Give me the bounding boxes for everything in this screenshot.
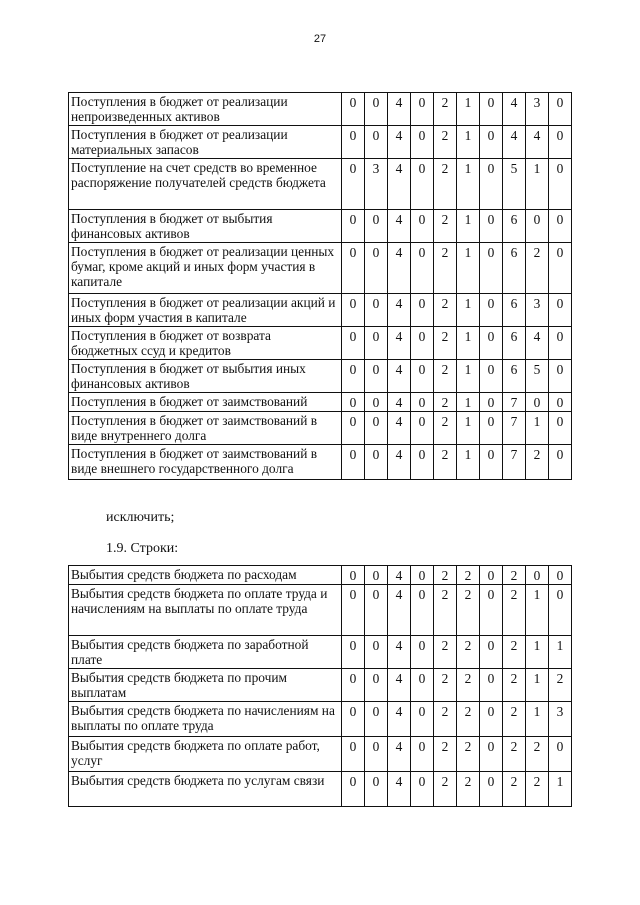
code-digit: 4 (388, 210, 411, 243)
row-label: Выбытия средств бюджета по расходам (69, 566, 342, 585)
code-digit: 1 (549, 772, 572, 807)
code-digit: 0 (342, 737, 365, 772)
code-digit: 2 (434, 294, 457, 327)
paragraph-exclude: исключить; (106, 510, 175, 525)
code-digit: 2 (503, 702, 526, 737)
code-digit: 0 (549, 93, 572, 126)
code-digit: 1 (526, 669, 549, 702)
row-label: Выбытия средств бюджета по начислениям на выплаты по оплате труда (69, 702, 342, 737)
code-digit: 2 (434, 566, 457, 585)
code-digit: 0 (411, 702, 434, 737)
code-digit: 4 (388, 585, 411, 636)
code-digit: 0 (480, 243, 503, 294)
table-row (69, 669, 572, 702)
code-digit: 0 (411, 360, 434, 393)
code-digit: 2 (434, 702, 457, 737)
code-digit: 4 (388, 669, 411, 702)
code-digit: 0 (480, 210, 503, 243)
code-digit: 2 (434, 243, 457, 294)
code-digit: 0 (549, 210, 572, 243)
row-label: Выбытия средств бюджета по услугам связи (69, 772, 342, 807)
code-digit: 0 (411, 93, 434, 126)
row-label: Поступления в бюджет от выбытия финансовых активов (69, 210, 342, 243)
code-digit: 0 (526, 393, 549, 412)
row-label: Поступления в бюджет от возврата бюджетных ссуд и кредитов (69, 327, 342, 360)
code-digit: 0 (365, 243, 388, 294)
table-row (69, 360, 572, 393)
code-digit: 2 (526, 737, 549, 772)
code-digit: 0 (365, 566, 388, 585)
code-digit: 2 (434, 327, 457, 360)
code-digit: 0 (411, 585, 434, 636)
code-digit: 0 (342, 702, 365, 737)
code-digit: 3 (526, 294, 549, 327)
code-digit: 0 (411, 126, 434, 159)
code-digit: 1 (457, 93, 480, 126)
code-digit: 2 (457, 585, 480, 636)
table-row (69, 585, 572, 636)
code-digit: 0 (342, 243, 365, 294)
code-digit: 7 (503, 445, 526, 480)
code-digit: 1 (457, 210, 480, 243)
row-label: Выбытия средств бюджета по прочим выплатам (69, 669, 342, 702)
code-digit: 4 (388, 412, 411, 445)
code-digit: 2 (434, 93, 457, 126)
code-digit: 0 (342, 412, 365, 445)
code-digit: 1 (526, 159, 549, 210)
code-digit: 2 (434, 669, 457, 702)
code-digit: 0 (365, 702, 388, 737)
code-digit: 0 (411, 772, 434, 807)
code-digit: 4 (388, 327, 411, 360)
budget-codes-table-disposals (68, 565, 572, 807)
code-digit: 0 (365, 412, 388, 445)
code-digit: 2 (457, 669, 480, 702)
code-digit: 0 (365, 294, 388, 327)
table-row (69, 737, 572, 772)
code-digit: 0 (480, 585, 503, 636)
code-digit: 0 (411, 412, 434, 445)
code-digit: 4 (388, 126, 411, 159)
code-digit: 2 (526, 772, 549, 807)
table-row (69, 243, 572, 294)
code-digit: 1 (549, 636, 572, 669)
code-digit: 0 (365, 636, 388, 669)
row-label: Поступления в бюджет от заимствований в виде внутреннего долга (69, 412, 342, 445)
code-digit: 1 (526, 636, 549, 669)
code-digit: 2 (526, 445, 549, 480)
code-digit: 0 (549, 294, 572, 327)
table-row (69, 126, 572, 159)
code-digit: 0 (365, 737, 388, 772)
code-digit: 0 (549, 412, 572, 445)
code-digit: 2 (503, 636, 526, 669)
code-digit: 1 (457, 294, 480, 327)
code-digit: 5 (526, 360, 549, 393)
code-digit: 0 (365, 126, 388, 159)
code-digit: 6 (503, 327, 526, 360)
row-label: Поступления в бюджет от реализации ценных бумаг, кроме акций и иных форм участия в капитале (69, 243, 342, 294)
code-digit: 4 (388, 636, 411, 669)
code-digit: 3 (549, 702, 572, 737)
row-label: Поступления в бюджет от реализации акций и иных форм участия в капитале (69, 294, 342, 327)
code-digit: 4 (526, 327, 549, 360)
code-digit: 2 (434, 412, 457, 445)
code-digit: 4 (388, 294, 411, 327)
code-digit: 1 (457, 126, 480, 159)
code-digit: 0 (365, 669, 388, 702)
code-digit: 1 (457, 360, 480, 393)
code-digit: 4 (388, 159, 411, 210)
code-digit: 0 (411, 210, 434, 243)
code-digit: 4 (388, 566, 411, 585)
code-digit: 0 (549, 393, 572, 412)
code-digit: 6 (503, 243, 526, 294)
code-digit: 4 (388, 393, 411, 412)
code-digit: 0 (411, 159, 434, 210)
code-digit: 4 (503, 93, 526, 126)
code-digit: 0 (342, 772, 365, 807)
row-label: Выбытия средств бюджета по заработной плате (69, 636, 342, 669)
table-row (69, 445, 572, 480)
code-digit: 1 (457, 327, 480, 360)
code-digit: 1 (526, 585, 549, 636)
paragraph-lines-heading: 1.9. Строки: (106, 541, 179, 556)
budget-codes-table-receipts (68, 92, 572, 480)
row-label: Поступления в бюджет от реализации непроизведенных активов (69, 93, 342, 126)
code-digit: 2 (434, 393, 457, 412)
code-digit: 0 (480, 772, 503, 807)
code-digit: 0 (365, 210, 388, 243)
code-digit: 0 (480, 445, 503, 480)
row-label: Выбытия средств бюджета по оплате труда и начислениям на выплаты по оплате труда (69, 585, 342, 636)
code-digit: 0 (480, 93, 503, 126)
row-label: Поступление на счет средств во временное распоряжение получателей средств бюджета (69, 159, 342, 210)
table-row (69, 702, 572, 737)
code-digit: 1 (457, 243, 480, 294)
code-digit: 0 (342, 636, 365, 669)
code-digit: 5 (503, 159, 526, 210)
row-label: Поступления в бюджет от выбытия иных финансовых активов (69, 360, 342, 393)
code-digit: 2 (526, 243, 549, 294)
code-digit: 0 (342, 566, 365, 585)
table-row (69, 393, 572, 412)
code-digit: 2 (503, 585, 526, 636)
code-digit: 1 (457, 159, 480, 210)
code-digit: 2 (434, 445, 457, 480)
code-digit: 0 (480, 412, 503, 445)
table-row (69, 327, 572, 360)
code-digit: 0 (342, 327, 365, 360)
code-digit: 2 (503, 669, 526, 702)
code-digit: 0 (411, 243, 434, 294)
code-digit: 0 (411, 636, 434, 669)
row-label: Поступления в бюджет от заимствований (69, 393, 342, 412)
code-digit: 0 (411, 294, 434, 327)
code-digit: 0 (549, 126, 572, 159)
code-digit: 2 (503, 566, 526, 585)
code-digit: 3 (526, 93, 549, 126)
table-row (69, 294, 572, 327)
code-digit: 1 (457, 412, 480, 445)
row-label: Поступления в бюджет от реализации материальных запасов (69, 126, 342, 159)
code-digit: 0 (342, 126, 365, 159)
code-digit: 2 (434, 360, 457, 393)
code-digit: 0 (342, 159, 365, 210)
code-digit: 2 (503, 737, 526, 772)
code-digit: 0 (365, 772, 388, 807)
code-digit: 2 (457, 702, 480, 737)
code-digit: 0 (411, 669, 434, 702)
code-digit: 0 (365, 585, 388, 636)
code-digit: 0 (549, 445, 572, 480)
code-digit: 0 (342, 445, 365, 480)
table-row (69, 566, 572, 585)
code-digit: 0 (480, 159, 503, 210)
code-digit: 0 (342, 294, 365, 327)
code-digit: 2 (549, 669, 572, 702)
code-digit: 0 (480, 737, 503, 772)
code-digit: 0 (480, 702, 503, 737)
code-digit: 2 (434, 210, 457, 243)
code-digit: 6 (503, 360, 526, 393)
code-digit: 0 (365, 445, 388, 480)
code-digit: 1 (457, 393, 480, 412)
code-digit: 2 (457, 737, 480, 772)
code-digit: 4 (526, 126, 549, 159)
code-digit: 1 (526, 702, 549, 737)
code-digit: 0 (549, 360, 572, 393)
page-number: 27 (313, 33, 327, 45)
code-digit: 4 (388, 702, 411, 737)
code-digit: 7 (503, 412, 526, 445)
code-digit: 1 (526, 412, 549, 445)
code-digit: 0 (549, 327, 572, 360)
code-digit: 0 (480, 566, 503, 585)
code-digit: 0 (526, 210, 549, 243)
code-digit: 2 (457, 566, 480, 585)
code-digit: 0 (549, 159, 572, 210)
code-digit: 4 (388, 243, 411, 294)
code-digit: 4 (388, 737, 411, 772)
code-digit: 0 (411, 393, 434, 412)
code-digit: 0 (342, 393, 365, 412)
code-digit: 0 (411, 737, 434, 772)
table-row (69, 636, 572, 669)
code-digit: 7 (503, 393, 526, 412)
code-digit: 6 (503, 210, 526, 243)
code-digit: 0 (549, 585, 572, 636)
code-digit: 4 (388, 360, 411, 393)
code-digit: 0 (549, 566, 572, 585)
table-row (69, 93, 572, 126)
code-digit: 0 (480, 327, 503, 360)
code-digit: 2 (434, 159, 457, 210)
table-row (69, 159, 572, 210)
code-digit: 6 (503, 294, 526, 327)
code-digit: 0 (480, 669, 503, 702)
code-digit: 2 (457, 636, 480, 669)
code-digit: 2 (434, 585, 457, 636)
code-digit: 0 (480, 294, 503, 327)
code-digit: 0 (411, 327, 434, 360)
code-digit: 4 (388, 445, 411, 480)
code-digit: 2 (457, 772, 480, 807)
code-digit: 0 (480, 393, 503, 412)
code-digit: 4 (388, 772, 411, 807)
code-digit: 0 (480, 126, 503, 159)
code-digit: 2 (434, 772, 457, 807)
code-digit: 0 (342, 360, 365, 393)
code-digit: 0 (411, 566, 434, 585)
code-digit: 0 (342, 669, 365, 702)
table-row (69, 412, 572, 445)
row-label: Выбытия средств бюджета по оплате работ, услуг (69, 737, 342, 772)
code-digit: 2 (434, 636, 457, 669)
code-digit: 4 (503, 126, 526, 159)
code-digit: 0 (526, 566, 549, 585)
code-digit: 0 (365, 360, 388, 393)
code-digit: 0 (365, 327, 388, 360)
table-row (69, 210, 572, 243)
code-digit: 0 (365, 93, 388, 126)
code-digit: 0 (480, 360, 503, 393)
code-digit: 2 (434, 126, 457, 159)
code-digit: 0 (549, 737, 572, 772)
code-digit: 0 (411, 445, 434, 480)
code-digit: 0 (365, 393, 388, 412)
code-digit: 3 (365, 159, 388, 210)
table-row (69, 772, 572, 807)
code-digit: 0 (342, 585, 365, 636)
code-digit: 2 (503, 772, 526, 807)
code-digit: 2 (434, 737, 457, 772)
code-digit: 0 (480, 636, 503, 669)
code-digit: 4 (388, 93, 411, 126)
code-digit: 0 (342, 210, 365, 243)
code-digit: 0 (549, 243, 572, 294)
code-digit: 1 (457, 445, 480, 480)
row-label: Поступления в бюджет от заимствований в виде внешнего государственного долга (69, 445, 342, 480)
code-digit: 0 (342, 93, 365, 126)
